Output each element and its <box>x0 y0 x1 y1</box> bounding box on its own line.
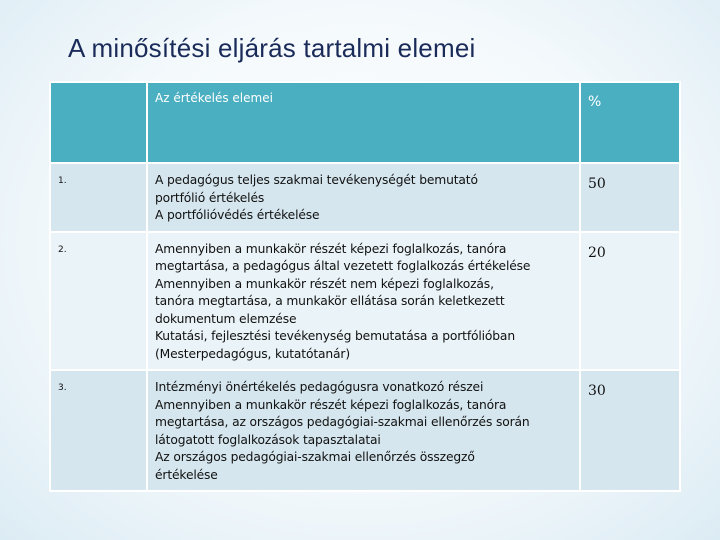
header-description-cell: Az értékelés elemei <box>147 82 580 163</box>
row-description <box>147 232 580 371</box>
row-number: 3. <box>50 370 147 491</box>
table-header-row <box>50 82 680 163</box>
row-description <box>147 370 580 491</box>
description-line: Amennyiben a munkakör részét képezi foglalkozás, tanóra <box>155 397 507 412</box>
table-row <box>50 163 680 232</box>
header-percent-cell: % <box>580 82 680 163</box>
description-line: Amennyiben a munkakör részét képezi foglalkozás, tanóra <box>155 241 507 256</box>
row-percent: 30 <box>580 370 680 491</box>
description-line: Kutatási, fejlesztési tevékenység bemutatása a portfólióban <box>155 329 515 343</box>
header-number-cell <box>50 82 147 163</box>
description-line: Az országos pedagógiai-szakmai ellenőrzés összegző <box>155 450 475 464</box>
table-row <box>50 232 680 371</box>
description-line: látogatott foglalkozások tapasztalatai <box>155 432 381 447</box>
description-line: A portfólióvédés értékelése <box>155 208 320 222</box>
description-line: portfólió értékelés <box>155 190 265 205</box>
table-row <box>50 370 680 491</box>
description-line: megtartása, a pedagógus által vezetett foglalkozás értékelése <box>155 259 531 273</box>
description-line: Intézményi önértékelés pedagógusra vonatkozó részei <box>155 380 484 394</box>
row-description <box>147 163 580 232</box>
description-line: Amennyiben a munkakör részét nem képezi foglalkozás, <box>155 276 494 291</box>
description-line: dokumentum elemzése <box>155 311 297 326</box>
description-line: megtartása, az országos pedagógiai-szakmai ellenőrzés során <box>155 415 530 429</box>
description-line: értékelése <box>155 467 218 482</box>
content-table <box>49 81 681 492</box>
slide-title: A minősítési eljárás tartalmi elemei <box>68 33 476 63</box>
row-number: 2. <box>50 232 147 371</box>
row-number: 1. <box>50 163 147 232</box>
description-line: tanóra megtartása, a munkakör ellátása során keletkezett <box>155 294 505 308</box>
row-percent: 20 <box>580 232 680 371</box>
description-line: A pedagógus teljes szakmai tevékenységét bemutató <box>155 173 478 187</box>
description-line: (Mesterpedagógus, kutatótanár) <box>155 346 350 361</box>
row-percent: 50 <box>580 163 680 232</box>
